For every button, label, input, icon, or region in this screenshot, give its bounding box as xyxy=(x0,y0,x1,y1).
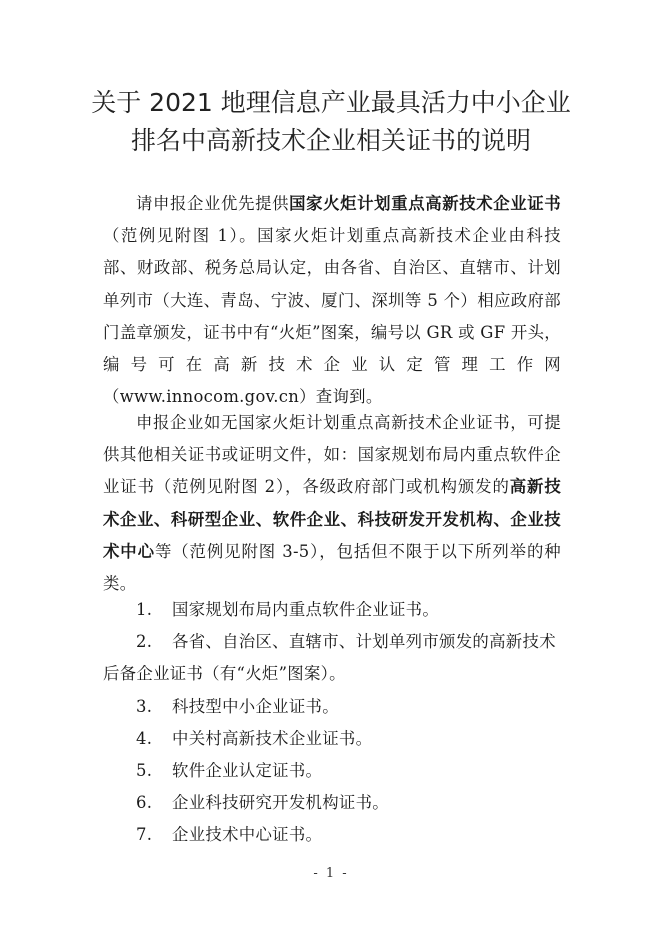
certificate-list xyxy=(103,594,561,852)
title-line-1: 关于 2021 地理信息产业最具活力中小企业 xyxy=(91,88,571,117)
list-item-text: 各省、自治区、直辖市、计划单列市颁发的高新技术后备企业证书（有“火炬”图案）。 xyxy=(103,632,556,684)
list-item xyxy=(103,723,561,755)
page-number: - 1 - xyxy=(313,866,349,881)
list-item xyxy=(103,755,561,787)
list-item-text: 企业技术中心证书。 xyxy=(172,825,323,845)
list-item-number: 7. xyxy=(136,825,153,845)
paragraph-2 xyxy=(103,407,561,600)
list-item-number: 5. xyxy=(136,761,153,781)
title-line-2: 排名中高新技术企业相关证书的说明 xyxy=(130,126,531,155)
list-item xyxy=(103,691,561,723)
list-item-number: 1. xyxy=(136,600,153,619)
paragraph-1-lead: 请申报企业优先提供 xyxy=(136,194,290,213)
paragraph-2-lead: 申报企业如无国家火炬计划重点高新技术企业证书，可提供其他相关证书或证明文件，如：国家规划布局内重点软件企业证书（范例见附图 2），各级政府部门或机构颁发的 xyxy=(103,413,561,497)
list-item-number: 4. xyxy=(136,728,153,748)
list-item-number: 2. xyxy=(136,632,153,652)
paragraph-2-emphasis: 高新技术企业、科研型企业、软件企业、科技研发开发机构、企业技术中心 xyxy=(103,477,562,561)
list-item xyxy=(103,626,561,690)
list-item-number: 6. xyxy=(136,793,153,813)
list-item-text: 国家规划布局内重点软件企业证书。 xyxy=(172,600,440,619)
list-item-text: 软件企业认定证书。 xyxy=(172,761,323,781)
paragraph-1-rest: （范例见附图 1）。国家火炬计划重点高新技术企业由科技部、财政部、税务总局认定，由各省、自治区、直辖市、计划单列市（大连、青岛、宁波、厦门、深圳等 5 个）相应政府部门盖章颁发，证书中有“火炬”图案，编号以 GR 或 GF 开头，编号可在高新技术企业认定管理工作网（www.innocom.gov.cn）查询到。 xyxy=(103,226,561,407)
list-item-text: 科技型中小企业证书。 xyxy=(172,696,339,716)
document-title xyxy=(60,84,602,160)
list-item-text: 企业科技研究开发机构证书。 xyxy=(172,793,389,813)
list-item xyxy=(103,594,561,626)
list-item xyxy=(103,819,561,851)
paragraph-2-rest: 等（范例见附图 3-5），包括但不限于以下所列举的种类。 xyxy=(103,541,561,594)
list-item xyxy=(103,787,561,819)
list-item-number: 3. xyxy=(136,696,153,716)
paragraph-1-emphasis: 国家火炬计划重点高新技术企业证书 xyxy=(289,194,561,213)
paragraph-1 xyxy=(103,188,561,413)
list-item-text: 中关村高新技术企业证书。 xyxy=(172,728,373,748)
